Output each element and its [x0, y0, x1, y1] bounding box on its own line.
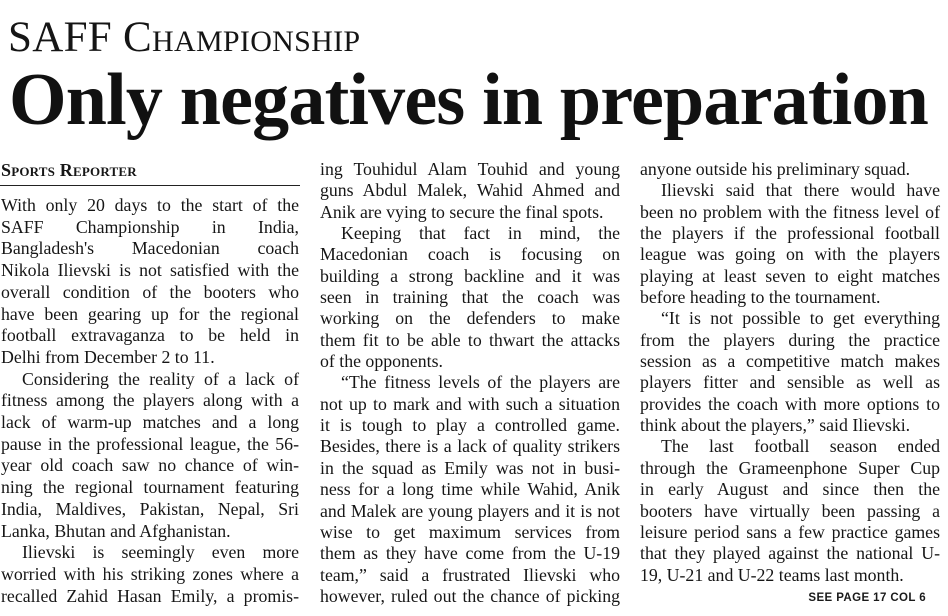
text-line: league was going on with the players	[640, 244, 940, 265]
text-line: With only 20 days to the start of the	[1, 195, 299, 215]
article-paragraph	[640, 308, 940, 436]
text-line: leisure period sans a few practice games	[640, 521, 940, 542]
text-line: Bangladesh's Macedonian coach	[1, 238, 299, 259]
text-line: and Malek are young players and it is not	[320, 500, 620, 521]
text-line: Nikola Ilievski is not satisfied with the	[1, 260, 299, 281]
text-line: worried with his striking zones where a	[1, 563, 299, 584]
text-line: team,” said a frustrated Ilievski who	[320, 564, 620, 585]
text-line: India, Maldives, Pakistan, Nepal, Sri	[1, 498, 299, 519]
text-line: Ilievski said that there would have	[661, 180, 940, 201]
headline: Only negatives in preparation	[9, 59, 928, 141]
text-line: playing at least seven to eight matches	[640, 265, 940, 286]
text-line: ness for a long time while Wahid, Anik	[320, 479, 620, 500]
text-line: have been gearing up for the regional	[1, 303, 299, 324]
article-paragraph	[1, 369, 299, 543]
text-line: working on the defenders to make	[320, 308, 620, 329]
text-line: been no problem with the fitness level of	[640, 201, 940, 222]
text-line: Besides, there is a lack of quality strikers	[320, 436, 620, 457]
text-line: 19, U-21 and U-22 teams last month.	[640, 564, 904, 585]
text-line: wise to get maximum services from	[320, 521, 620, 542]
byline-rule	[0, 185, 300, 186]
article-paragraph	[320, 223, 620, 372]
text-line: in early August and since then the	[640, 479, 940, 500]
text-line: think about the players,” said Ilievski.	[640, 415, 911, 436]
text-line: ning the regional tournament featuring	[1, 477, 299, 498]
text-line: Considering the reality of a lack of	[22, 368, 299, 389]
text-line: guns Abdul Malek, Wahid Ahmed and	[320, 180, 620, 201]
article-paragraph	[1, 542, 299, 607]
jump-line: SEE PAGE 17 COL 6	[808, 592, 926, 604]
text-line: pause in the professional league, the 56-	[1, 433, 299, 454]
text-line: that they played against the national U-	[640, 543, 940, 564]
text-line: before heading to the tournament.	[640, 287, 881, 308]
text-line: of the opponents.	[320, 351, 443, 372]
text-line: ing Touhidul Alam Touhid and young	[320, 159, 620, 179]
text-line: it is tough to play a controlled game.	[320, 415, 620, 436]
text-line: Macedonian coach is focusing on	[320, 244, 620, 265]
article-paragraph	[640, 436, 940, 585]
text-line: fitness among the players along with a	[1, 390, 299, 411]
text-line: The last football season ended	[661, 436, 940, 457]
text-line: building a strong backline and it was	[320, 265, 620, 286]
text-line: the players if the professional football	[640, 223, 940, 244]
text-line: from the players during the practice	[640, 329, 940, 350]
article-column	[320, 159, 620, 607]
text-line: “The fitness levels of the players are	[341, 372, 620, 393]
article-paragraph	[320, 372, 620, 607]
text-line: Keeping that fact in mind, the	[341, 223, 620, 244]
text-line: through the Grameenphone Super Cup	[640, 457, 940, 478]
text-line: players fitter and sensible as well as	[640, 372, 940, 393]
text-line: however, ruled out the chance of picking	[320, 585, 620, 606]
article-column	[640, 159, 940, 586]
article-paragraph	[640, 159, 940, 180]
text-line: SAFF Championship in India,	[1, 216, 299, 237]
text-line: Lanka, Bhutan and Afghanistan.	[1, 520, 231, 541]
text-line: Delhi from December 2 to 11.	[1, 346, 215, 367]
text-line: recalled Zahid Hasan Emily, a promis-	[1, 585, 299, 606]
text-line: Anik are vying to secure the final spots.	[320, 201, 604, 222]
section-kicker: SAFF Championship	[8, 14, 361, 61]
article-paragraph	[320, 159, 620, 223]
text-line: Ilievski is seemingly even more	[22, 542, 299, 563]
text-line: booters have virtually been passing a	[640, 500, 940, 521]
text-line: not up to mark and with such a situation	[320, 393, 620, 414]
text-line: seen in training that the coach was	[320, 287, 620, 308]
text-line: football extravaganza to be held in	[1, 325, 299, 346]
text-line: provides the coach with more options to	[640, 393, 940, 414]
text-line: them as they have come from the U-19	[320, 543, 620, 564]
text-line: in the squad as Emily was not in busi-	[320, 457, 620, 478]
text-line: them fit to be able to thwart the attacks	[320, 329, 620, 350]
text-line: anyone outside his preliminary squad.	[640, 159, 911, 179]
text-line: year old coach saw no chance of win-	[1, 455, 299, 476]
text-line: session as a competitive match makes	[640, 351, 940, 372]
article-paragraph	[640, 180, 940, 308]
text-line: “It is not possible to get everything	[661, 308, 940, 329]
byline: Sports Reporter	[1, 160, 137, 180]
article-column	[1, 195, 299, 607]
text-line: lack of warm-up matches and a long	[1, 412, 299, 433]
article-paragraph	[1, 195, 299, 369]
text-line: overall condition of the booters who	[1, 281, 299, 302]
